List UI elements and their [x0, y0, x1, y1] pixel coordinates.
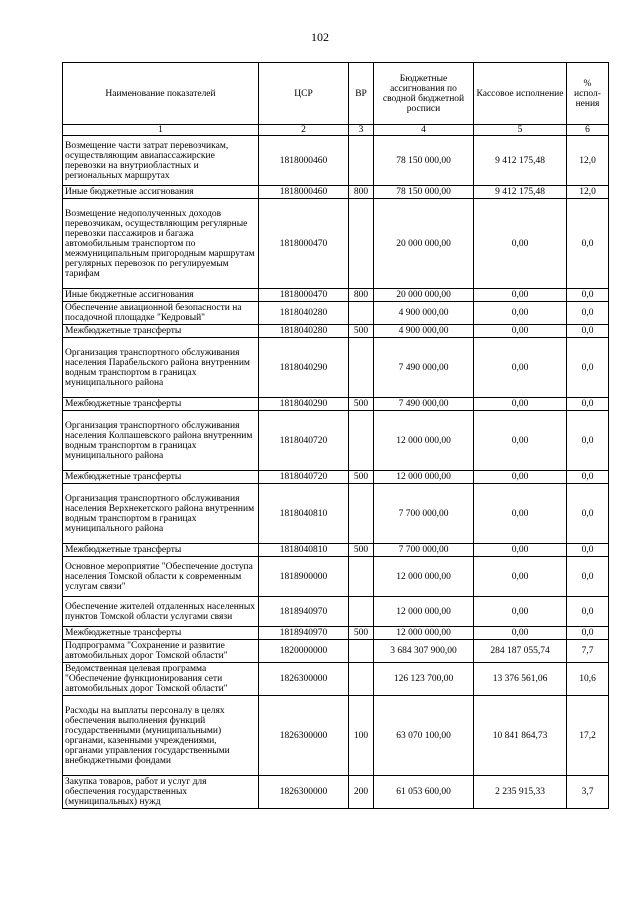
row-csr-cell: 1818040280: [259, 325, 349, 338]
row-cash-cell: 2 235 915,33: [474, 776, 567, 809]
header-vr: ВР: [349, 63, 374, 125]
row-vr-cell: 500: [349, 627, 374, 640]
row-budget-cell: 63 070 100,00: [374, 696, 474, 776]
row-name-cell: Межбюджетные трансферты: [63, 627, 259, 640]
table-row: [63, 471, 609, 484]
row-budget-cell: 61 053 600,00: [374, 776, 474, 809]
row-budget-cell: 12 000 000,00: [374, 411, 474, 471]
row-cash-cell: 0,00: [474, 411, 567, 471]
page-number: 102: [311, 30, 329, 44]
row-pct-cell: 0,0: [567, 484, 609, 544]
table-row: [63, 398, 609, 411]
row-budget-cell: 12 000 000,00: [374, 557, 474, 597]
row-budget-cell: 12 000 000,00: [374, 627, 474, 640]
table-row: [63, 776, 609, 809]
row-cash-cell: 0,00: [474, 597, 567, 627]
table-row: [63, 597, 609, 627]
row-name-cell: Обеспечение авиационной безопасности на посадочной площадке "Кедровый": [63, 302, 259, 325]
row-budget-cell: 7 700 000,00: [374, 544, 474, 557]
table-row: [63, 289, 609, 302]
row-csr-cell: 1818040720: [259, 411, 349, 471]
row-csr-cell: 1818940970: [259, 627, 349, 640]
row-name-cell: Организация транспортного обслуживания населения Верхнекетского района внутренним водным транспортом в границах муниципального района: [63, 484, 259, 544]
row-csr-cell: 1820000000: [259, 640, 349, 663]
row-cash-cell: 9 412 175,48: [474, 136, 567, 186]
table-row: [63, 325, 609, 338]
row-csr-cell: 1818000470: [259, 289, 349, 302]
table-row: [63, 696, 609, 776]
table-row: [63, 199, 609, 289]
row-budget-cell: 12 000 000,00: [374, 597, 474, 627]
row-pct-cell: 0,0: [567, 199, 609, 289]
row-vr-cell: 500: [349, 398, 374, 411]
row-csr-cell: 1818000470: [259, 199, 349, 289]
row-vr-cell: [349, 484, 374, 544]
column-number: 5: [474, 125, 567, 136]
row-csr-cell: 1826300000: [259, 776, 349, 809]
row-vr-cell: [349, 640, 374, 663]
row-vr-cell: [349, 302, 374, 325]
row-pct-cell: 12,0: [567, 136, 609, 186]
table-row: [63, 411, 609, 471]
table-row: [63, 136, 609, 186]
table-row: [63, 338, 609, 398]
row-name-cell: Расходы на выплаты персоналу в целях обеспечения выполнения функций государственными (муниципальными) органами, казенными учреждениями, органами управления государственными внебюджетными фондами: [63, 696, 259, 776]
row-budget-cell: 7 700 000,00: [374, 484, 474, 544]
row-cash-cell: 0,00: [474, 471, 567, 484]
column-number: 1: [63, 125, 259, 136]
row-pct-cell: 0,0: [567, 289, 609, 302]
row-cash-cell: 284 187 055,74: [474, 640, 567, 663]
row-pct-cell: 3,7: [567, 776, 609, 809]
row-cash-cell: 0,00: [474, 325, 567, 338]
row-vr-cell: [349, 597, 374, 627]
row-name-cell: Межбюджетные трансферты: [63, 398, 259, 411]
row-pct-cell: 0,0: [567, 398, 609, 411]
row-csr-cell: 1818000460: [259, 136, 349, 186]
row-pct-cell: 0,0: [567, 627, 609, 640]
table-row: [63, 186, 609, 199]
row-vr-cell: 500: [349, 544, 374, 557]
row-pct-cell: 0,0: [567, 544, 609, 557]
row-cash-cell: 0,00: [474, 627, 567, 640]
row-name-cell: Возмещение части затрат перевозчикам, осуществляющим авиапассажирские перевозки на внутриобластных и региональных маршрутах: [63, 136, 259, 186]
row-cash-cell: 0,00: [474, 557, 567, 597]
row-name-cell: Межбюджетные трансферты: [63, 471, 259, 484]
header-csr: ЦСР: [259, 63, 349, 125]
row-pct-cell: 0,0: [567, 597, 609, 627]
table-row: [63, 640, 609, 663]
row-vr-cell: [349, 136, 374, 186]
row-csr-cell: 1818040290: [259, 338, 349, 398]
row-csr-cell: 1818940970: [259, 597, 349, 627]
row-name-cell: Закупка товаров, работ и услуг для обеспечения государственных (муниципальных) нужд: [63, 776, 259, 809]
row-budget-cell: 4 900 000,00: [374, 325, 474, 338]
header-cash: Кассовое исполнение: [474, 63, 567, 125]
table-row: [63, 302, 609, 325]
row-name-cell: Межбюджетные трансферты: [63, 325, 259, 338]
header-budget: Бюджетные ассигнования по сводной бюджетной росписи: [374, 63, 474, 125]
row-pct-cell: 17,2: [567, 696, 609, 776]
column-number: 3: [349, 125, 374, 136]
row-budget-cell: 20 000 000,00: [374, 289, 474, 302]
row-name-cell: Организация транспортного обслуживания населения Колпашевского района внутренним водным транспортом в границах муниципального района: [63, 411, 259, 471]
row-name-cell: Межбюджетные трансферты: [63, 544, 259, 557]
column-number-row: [63, 125, 609, 136]
row-budget-cell: 7 490 000,00: [374, 338, 474, 398]
budget-execution-table: [62, 62, 609, 809]
table-header-row: [63, 63, 609, 125]
row-budget-cell: 3 684 307 900,00: [374, 640, 474, 663]
row-vr-cell: [349, 199, 374, 289]
table-row: [63, 544, 609, 557]
row-pct-cell: 0,0: [567, 411, 609, 471]
row-pct-cell: 0,0: [567, 338, 609, 398]
row-name-cell: Организация транспортного обслуживания населения Парабельского района внутренним водным транспортом в границах муниципального района: [63, 338, 259, 398]
table-row: [63, 557, 609, 597]
row-cash-cell: 0,00: [474, 544, 567, 557]
column-number: 6: [567, 125, 609, 136]
row-pct-cell: 0,0: [567, 557, 609, 597]
row-name-cell: Подпрограмма "Сохранение и развитие автомобильных дорог Томской области": [63, 640, 259, 663]
row-cash-cell: 0,00: [474, 199, 567, 289]
column-number: 4: [374, 125, 474, 136]
row-vr-cell: 200: [349, 776, 374, 809]
row-csr-cell: 1826300000: [259, 696, 349, 776]
row-cash-cell: 9 412 175,48: [474, 186, 567, 199]
row-pct-cell: 10,6: [567, 663, 609, 696]
row-name-cell: Основное мероприятие "Обеспечение доступа населения Томской области к современным услугам связи": [63, 557, 259, 597]
row-csr-cell: 1818000460: [259, 186, 349, 199]
row-pct-cell: 0,0: [567, 325, 609, 338]
row-csr-cell: 1818040280: [259, 302, 349, 325]
row-vr-cell: 800: [349, 289, 374, 302]
row-csr-cell: 1818040290: [259, 398, 349, 411]
row-budget-cell: 126 123 700,00: [374, 663, 474, 696]
table-row: [63, 484, 609, 544]
row-pct-cell: 0,0: [567, 302, 609, 325]
row-vr-cell: [349, 557, 374, 597]
column-number: 2: [259, 125, 349, 136]
row-vr-cell: 500: [349, 471, 374, 484]
row-vr-cell: 800: [349, 186, 374, 199]
row-cash-cell: 0,00: [474, 338, 567, 398]
row-vr-cell: [349, 338, 374, 398]
row-budget-cell: 4 900 000,00: [374, 302, 474, 325]
row-name-cell: Ведомственная целевая программа "Обеспечение функционирования сети автомобильных дорог Томской области": [63, 663, 259, 696]
table-row: [63, 627, 609, 640]
row-cash-cell: 0,00: [474, 302, 567, 325]
row-csr-cell: 1818900000: [259, 557, 349, 597]
row-cash-cell: 0,00: [474, 398, 567, 411]
row-csr-cell: 1818040810: [259, 544, 349, 557]
row-vr-cell: 100: [349, 696, 374, 776]
row-csr-cell: 1826300000: [259, 663, 349, 696]
header-name: Наименование показателей: [63, 63, 259, 125]
row-cash-cell: 10 841 864,73: [474, 696, 567, 776]
row-name-cell: Обеспечение жителей отдаленных населенных пунктов Томской области услугами связи: [63, 597, 259, 627]
row-vr-cell: 500: [349, 325, 374, 338]
row-cash-cell: 0,00: [474, 484, 567, 544]
row-vr-cell: [349, 663, 374, 696]
row-budget-cell: 20 000 000,00: [374, 199, 474, 289]
table-row: [63, 663, 609, 696]
row-pct-cell: 12,0: [567, 186, 609, 199]
row-budget-cell: 7 490 000,00: [374, 398, 474, 411]
row-pct-cell: 0,0: [567, 471, 609, 484]
row-vr-cell: [349, 411, 374, 471]
row-pct-cell: 7,7: [567, 640, 609, 663]
row-name-cell: Иные бюджетные ассигнования: [63, 289, 259, 302]
row-budget-cell: 12 000 000,00: [374, 471, 474, 484]
header-pct: % испол-нения: [567, 63, 609, 125]
row-cash-cell: 13 376 561,06: [474, 663, 567, 696]
row-csr-cell: 1818040720: [259, 471, 349, 484]
row-budget-cell: 78 150 000,00: [374, 186, 474, 199]
row-budget-cell: 78 150 000,00: [374, 136, 474, 186]
row-name-cell: Возмещение недополученных доходов перевозчикам, осуществляющим регулярные перевозки пассажиров и багажа автомобильным транспортом по межмуниципальным пригородным маршрутам регулярных перевозок по регулируемым тарифам: [63, 199, 259, 289]
row-cash-cell: 0,00: [474, 289, 567, 302]
row-name-cell: Иные бюджетные ассигнования: [63, 186, 259, 199]
row-csr-cell: 1818040810: [259, 484, 349, 544]
